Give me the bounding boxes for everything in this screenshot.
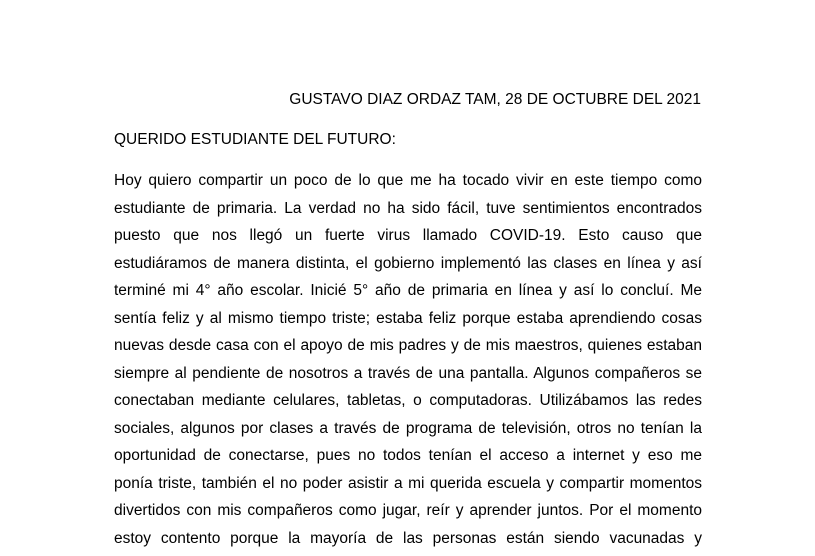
letter-salutation: QUERIDO ESTUDIANTE DEL FUTURO: bbox=[114, 131, 396, 148]
body-line: divertidos con mis compañeros como jugar, reír y aprender juntos. Por el momento bbox=[114, 502, 702, 519]
body-line: estudiáramos de manera distinta, el gobierno implementó las clases en línea y así bbox=[114, 254, 702, 272]
body-line: ponía triste, también el no poder asistir a mi querida escuela y compartir momentos bbox=[114, 474, 702, 492]
body-line: terminé mi 4° año escolar. Inicié 5° año de primaria en línea y así lo concluí. Me bbox=[114, 282, 702, 299]
body-line: nuevas desde casa con el apoyo de mis padres y de mis maestros, quienes estaban bbox=[114, 337, 702, 354]
letter-body bbox=[114, 167, 702, 552]
body-line: sentía feliz y al mismo tiempo triste; estaba feliz porque estaba aprendiendo cosas bbox=[114, 309, 702, 327]
body-line: estudiante de primaria. La verdad no ha sido fácil, tuve sentimientos encontrados bbox=[114, 199, 702, 217]
letter-date-line: GUSTAVO DIAZ ORDAZ TAM, 28 DE OCTUBRE DEL 2021 bbox=[289, 91, 701, 108]
body-line: Hoy quiero compartir un poco de lo que me ha tocado vivir en este tiempo como bbox=[114, 172, 702, 189]
body-line: puesto que nos llegó un fuerte virus llamado COVID-19. Esto causo que bbox=[114, 227, 702, 244]
body-line: siempre al pendiente de nosotros a través de una pantalla. Algunos compañeros se bbox=[114, 364, 702, 382]
body-line: conectaban mediante celulares, tabletas, o computadoras. Utilizábamos las redes bbox=[114, 392, 702, 409]
body-line: oportunidad de conectarse, pues no todos tenían el acceso a internet y eso me bbox=[114, 447, 702, 464]
body-line: estoy contento porque la mayoría de las personas están siendo vacunadas y bbox=[114, 529, 702, 547]
body-line: sociales, algunos por clases a través de programa de televisión, otros no tenían la bbox=[114, 419, 702, 437]
